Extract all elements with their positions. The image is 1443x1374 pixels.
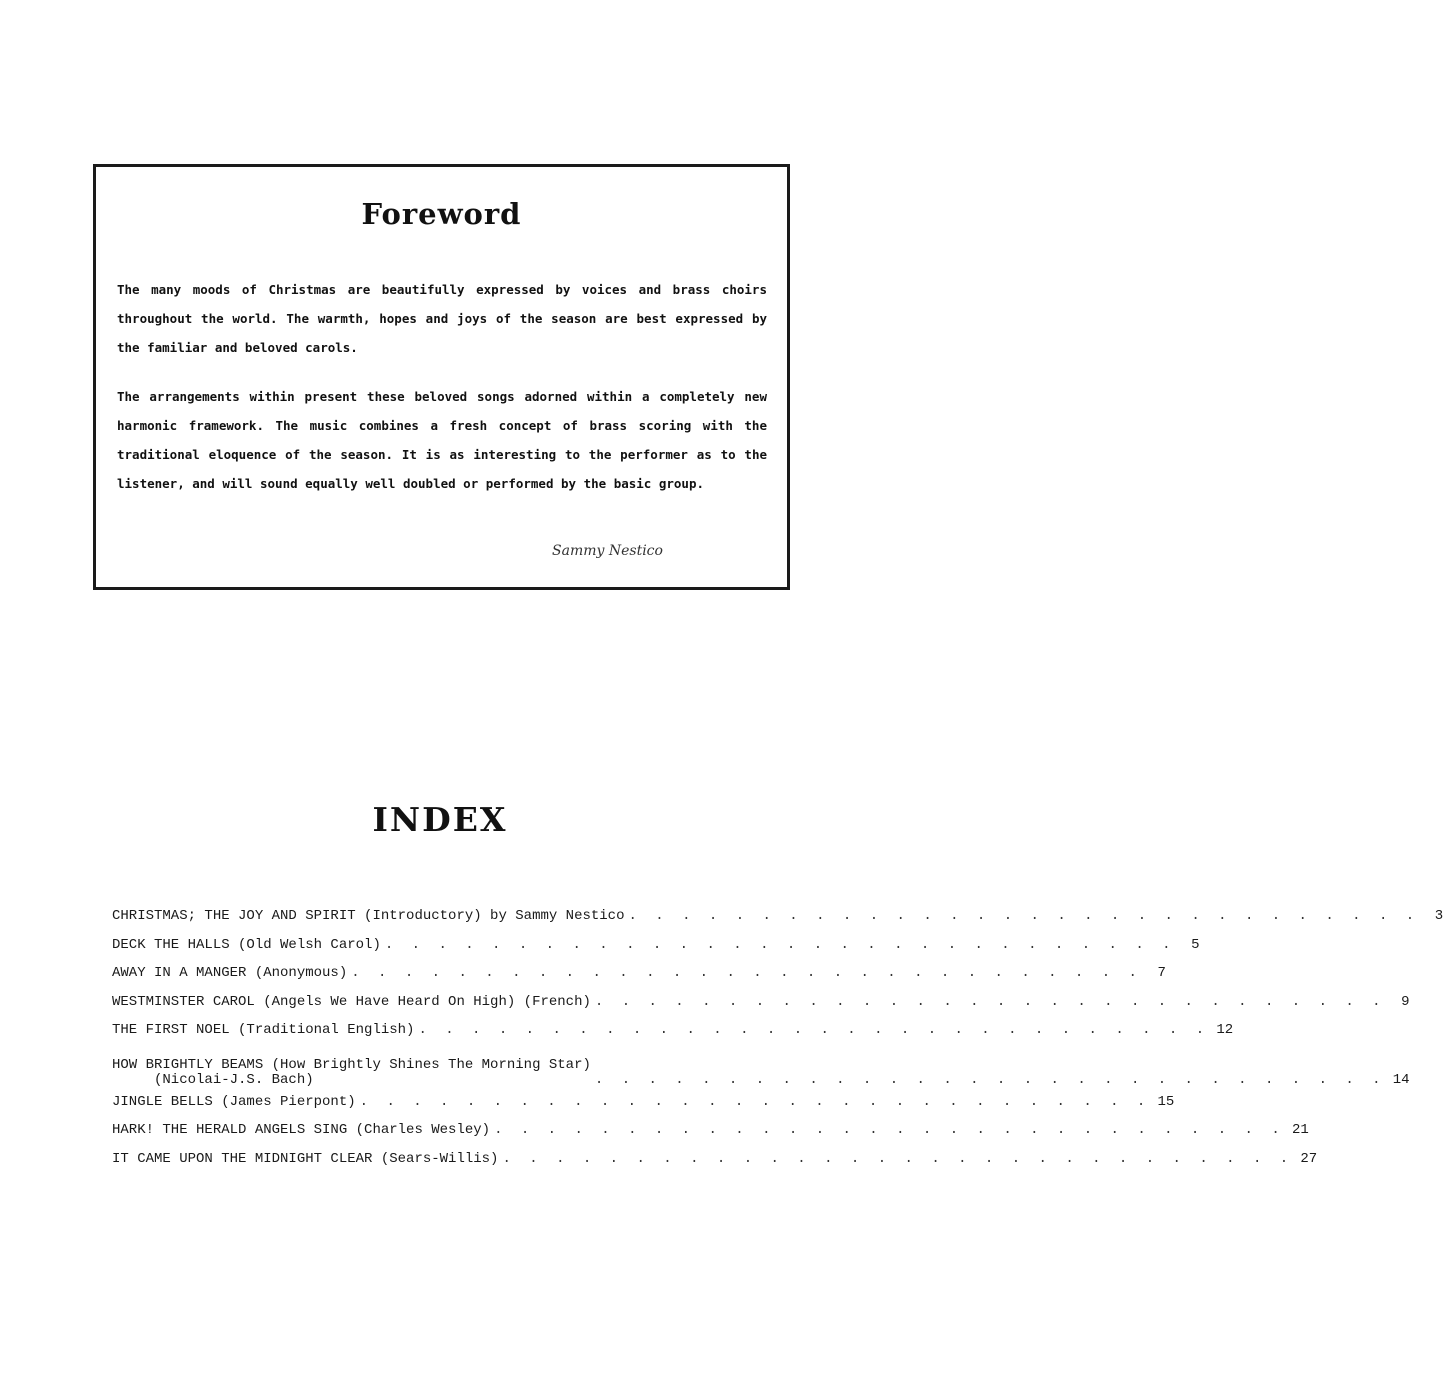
index-entry[interactable] — [112, 936, 1200, 966]
dot-leader: . . . . . . . . . . . . . . . . . . . . . . . . . . . . . . — [351, 965, 1142, 981]
dot-leader: . . . . . . . . . . . . . . . . . . . . . . . . . . . . . . — [359, 1093, 1151, 1110]
index-entry[interactable] — [112, 965, 1166, 994]
foreword-box — [93, 164, 790, 590]
dot-leader: . . . . . . . . . . . . . . . . . . . . . . . . . . . . . . — [494, 1122, 1285, 1138]
index-entry-page: 27 — [1300, 1150, 1318, 1167]
index-list — [112, 908, 1443, 1179]
foreword-paragraph-1: The many moods of Christmas are beautifully expressed by voices and brass choirs throughout the world. The warmth, hopes and joys of the season are best expressed by the familiar and beloved carols. — [117, 282, 767, 355]
index-entry[interactable] — [112, 908, 1443, 937]
index-entry-title: IT CAME UPON THE MIDNIGHT CLEAR (Sears-Willis) — [112, 1150, 499, 1167]
index-entry[interactable] — [112, 1022, 1234, 1051]
index-entry-page: 12 — [1216, 1022, 1234, 1038]
dot-leader: . . . . . . . . . . . . . . . . . . . . . . . . . . . . . . — [384, 936, 1176, 953]
index-entry-title: HARK! THE HERALD ANGELS SING (Charles Wesley) — [112, 1122, 491, 1138]
index-entry-title: CHRISTMAS; THE JOY AND SPIRIT (Introductory) by Sammy Nestico — [112, 908, 625, 924]
index-entry-page: 9 — [1401, 993, 1410, 1010]
dot-leader: . . . . . . . . . . . . . . . . . . . . . . . . . . . . . . — [594, 993, 1386, 1010]
dot-leader: . . . . . . . . . . . . . . . . . . . . . . . . . . . . . . — [418, 1022, 1210, 1038]
index-entry-title: WESTMINSTER CAROL (Angels We Have Heard On High) (French) — [112, 993, 591, 1010]
index-entry-title: HOW BRIGHTLY BEAMS (How Brightly Shines The Morning Star) (Nicolai-J.S. Bach) — [112, 1056, 591, 1088]
index-entry-page: 3 — [1434, 908, 1443, 924]
index-entry-page: 15 — [1157, 1093, 1175, 1110]
index-entry-title: JINGLE BELLS (James Pierpont) — [112, 1093, 356, 1110]
dot-leader: . . . . . . . . . . . . . . . . . . . . . . . . . . . . . . — [594, 1071, 1386, 1088]
index-entry[interactable] — [112, 1122, 1309, 1151]
index-entry-title: AWAY IN A MANGER (Anonymous) — [112, 965, 348, 981]
index-entry-page: 21 — [1291, 1122, 1309, 1138]
index-entry-page: 5 — [1191, 936, 1200, 953]
index-title: INDEX — [372, 800, 508, 839]
index-entry[interactable] — [112, 1093, 1175, 1123]
index-entry[interactable] — [112, 1051, 1410, 1094]
index-entry-title: DECK THE HALLS (Old Welsh Carol) — [112, 936, 381, 953]
index-entry-page: 14 — [1392, 1071, 1410, 1088]
dot-leader: . . . . . . . . . . . . . . . . . . . . . . . . . . . . . . — [628, 908, 1420, 924]
foreword-paragraph-2: The arrangements within present these beloved songs adorned within a completely new harmonic framework. The music combines a fresh concept of brass scoring with the traditional eloquence of the season. It is as interesting to the performer as to the listener, and will sound equally well doubled or performed by the basic group. — [117, 389, 767, 491]
foreword-title: Foreword — [361, 197, 522, 231]
foreword-signature: Sammy Nestico — [552, 543, 663, 559]
index-entry[interactable] — [112, 1150, 1318, 1180]
index-entry[interactable] — [112, 993, 1410, 1023]
dot-leader: . . . . . . . . . . . . . . . . . . . . . . . . . . . . . . — [502, 1150, 1294, 1167]
index-entry-title: THE FIRST NOEL (Traditional English) — [112, 1022, 415, 1038]
index-entry-page: 7 — [1157, 965, 1166, 981]
